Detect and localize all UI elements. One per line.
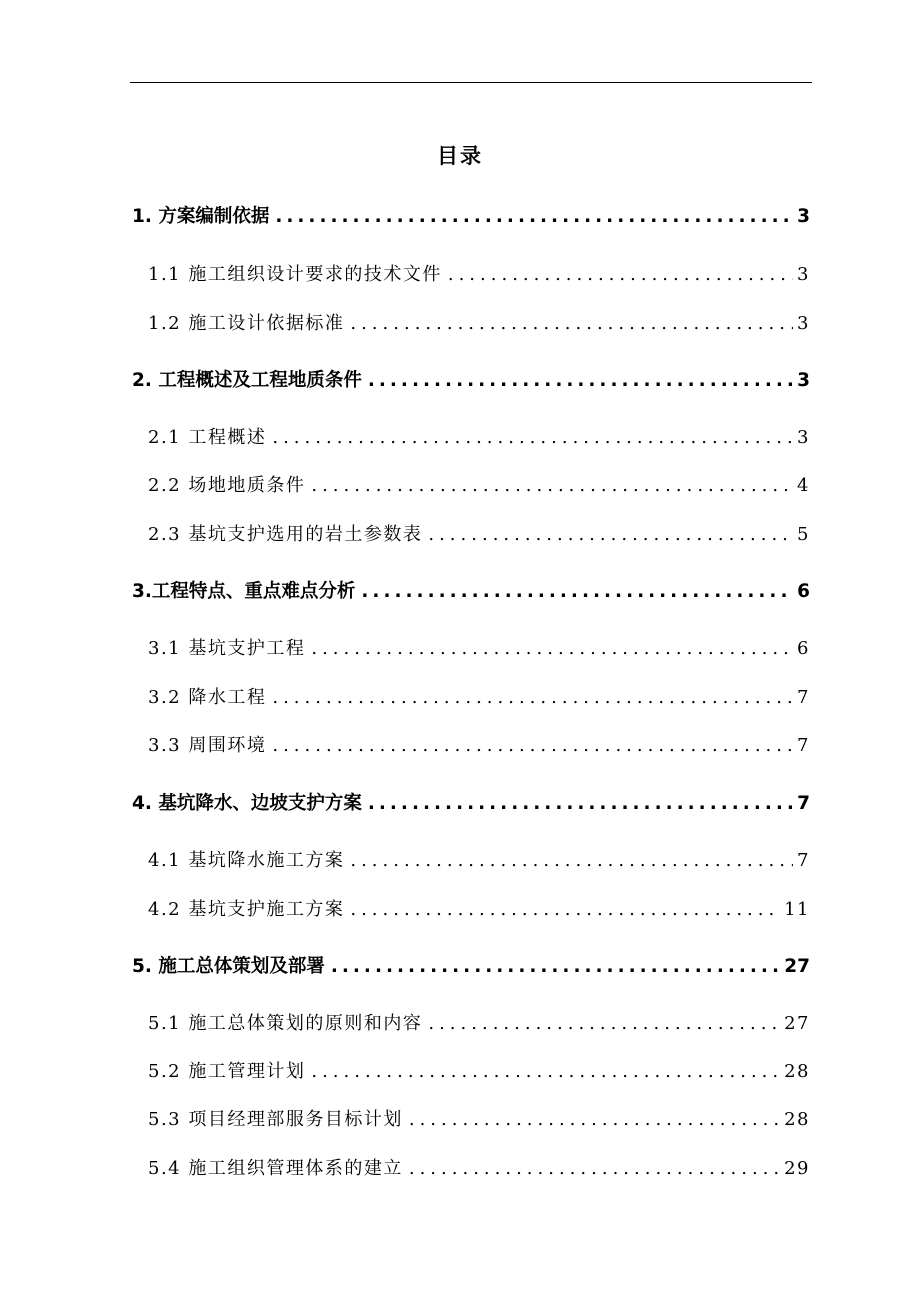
toc-entry[interactable] [132,366,810,392]
toc-title: 目录 [437,144,483,168]
toc-entry-text: 4.1 基坑降水施工方案 [148,850,345,871]
toc-entry[interactable] [148,520,810,546]
toc-entry-text: 1.1 施工组织设计要求的技术文件 [148,264,442,285]
toc-entry[interactable] [148,683,810,709]
toc-entry-text: 1. 方案编制依据 [132,206,270,227]
dot-leader [361,581,793,602]
toc-entry[interactable] [148,423,810,449]
dot-leader [311,475,793,496]
toc-entry-page: 6 [797,581,810,602]
dot-leader [350,313,793,334]
toc-entry-text: 2.2 场地地质条件 [148,475,306,496]
toc-entry[interactable] [148,1009,810,1035]
toc-entry-page: 5 [797,524,810,545]
toc-entry[interactable] [148,634,810,660]
toc-entry-page: 28 [784,1061,810,1082]
toc-entry-page: 27 [784,1013,810,1034]
toc-entry[interactable] [148,1154,810,1180]
toc-entry[interactable] [148,731,810,757]
toc-entry-text: 3.2 降水工程 [148,687,267,708]
dot-leader [311,1061,780,1082]
dot-leader [311,638,793,659]
dot-leader [428,524,793,545]
toc-entry[interactable] [132,789,810,815]
toc-entry-page: 6 [797,638,810,659]
toc-entry-text: 5. 施工总体策划及部署 [132,956,325,977]
toc-entry[interactable] [148,260,810,286]
dot-leader [272,735,793,756]
toc-entry-text: 3.3 周围环境 [148,735,267,756]
toc-entry-text: 5.1 施工总体策划的原则和内容 [148,1013,423,1034]
toc-entry-text: 5.2 施工管理计划 [148,1061,306,1082]
dot-leader [409,1158,780,1179]
toc-entry[interactable] [132,952,810,978]
toc-entry[interactable] [148,1057,810,1083]
toc-entry[interactable] [148,895,810,921]
toc-entry-text: 5.3 项目经理部服务目标计划 [148,1109,403,1130]
toc-entry-page: 7 [797,850,810,871]
toc-entry-text: 2. 工程概述及工程地质条件 [132,370,362,391]
toc-entry[interactable] [148,309,810,335]
toc-entry-page: 7 [797,793,810,814]
toc-entry-text: 4. 基坑降水、边坡支护方案 [132,793,362,814]
dot-leader [350,850,793,871]
toc-entry-page: 4 [797,475,810,496]
toc-entry-text: 3.1 基坑支护工程 [148,638,306,659]
toc-entry[interactable] [148,1105,810,1131]
toc-entry[interactable] [132,577,810,603]
toc-entry-text: 3.工程特点、重点难点分析 [132,581,356,602]
dot-leader [409,1109,780,1130]
toc-entry[interactable] [132,202,810,228]
dot-leader [368,793,793,814]
toc-entry-page: 29 [784,1158,810,1179]
toc-entry-text: 2.3 基坑支护选用的岩土参数表 [148,524,423,545]
toc-entry-text: 1.2 施工设计依据标准 [148,313,345,334]
toc-entry-page: 7 [797,687,810,708]
toc-entry-page: 28 [784,1109,810,1130]
toc-entry-text: 2.1 工程概述 [148,427,267,448]
toc-entry-page: 3 [797,370,810,391]
toc-entry-text: 5.4 施工组织管理体系的建立 [148,1158,403,1179]
dot-leader [331,956,780,977]
dot-leader [275,206,793,227]
toc-entry[interactable] [148,846,810,872]
toc-entry-page: 3 [797,206,810,227]
dot-leader [350,899,780,920]
dot-leader [272,427,793,448]
toc-entry-text: 4.2 基坑支护施工方案 [148,899,345,920]
dot-leader [272,687,793,708]
dot-leader [428,1013,780,1034]
toc-entry-page: 3 [797,264,810,285]
toc-entry[interactable] [148,471,810,497]
toc-entry-page: 3 [797,313,810,334]
dot-leader [448,264,793,285]
toc-entry-page: 11 [784,899,810,920]
toc-entry-page: 7 [797,735,810,756]
toc-entry-page: 27 [784,956,810,977]
toc-entry-page: 3 [797,427,810,448]
dot-leader [368,370,793,391]
